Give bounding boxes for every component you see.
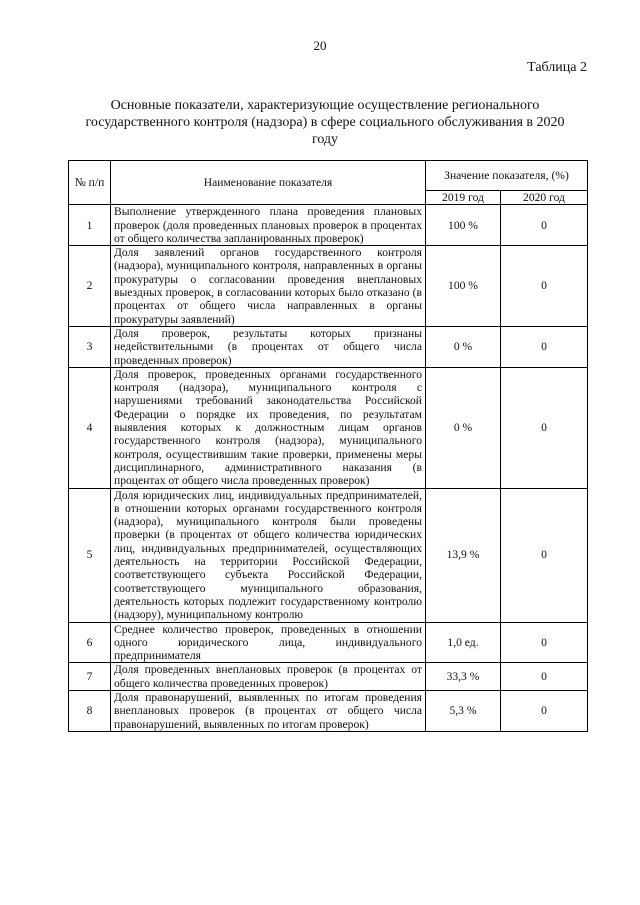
table-row bbox=[69, 690, 588, 731]
value-2019: 0 % bbox=[426, 367, 501, 488]
header-value-group: Значение показателя, (%) bbox=[426, 161, 588, 191]
table-row bbox=[69, 488, 588, 622]
value-2019: 5,3 % bbox=[426, 690, 501, 731]
row-number: 6 bbox=[69, 622, 111, 663]
indicator-name: Доля правонарушений, выявленных по итогам проведения внеплановых проверок (в процентах от общего числа правонарушений, выявленных по итогам проверок) bbox=[111, 690, 426, 731]
table-row bbox=[69, 326, 588, 367]
value-2020: 0 bbox=[501, 205, 588, 246]
table-title: Основные показатели, характеризующие осуществление регионального государственного контроля (надзора) в сфере социального обслуживания в 2020 году bbox=[85, 98, 565, 147]
value-2019: 33,3 % bbox=[426, 663, 501, 691]
value-2019: 100 % bbox=[426, 205, 501, 246]
value-2020: 0 bbox=[501, 326, 588, 367]
row-number: 8 bbox=[69, 690, 111, 731]
indicator-name: Доля юридических лиц, индивидуальных предпринимателей, в отношении которых органами государственного контроля (надзора), муниципального контроля были проведены проверки (в процентах от общего количества юридических лиц, индивидуальных предпринимателей, осуществляющих деятельность на территории Российской Федерации, соответствующего субъекта Российской Федерации, соответствующего муниципального образования, деятельность которых подлежит государственному контролю (надзору), муниципальному контролю bbox=[111, 488, 426, 622]
header-year-2019: 2019 год bbox=[426, 191, 501, 205]
indicators-table bbox=[68, 160, 588, 732]
indicator-name: Доля заявлений органов государственного контроля (надзора), муниципального контроля, направленных в органы прокуратуры о согласовании проведения внеплановых выездных проверок, в согласовании которых было отказано (в процентах от общего числа направленных в органы прокуратуры заявлений) bbox=[111, 246, 426, 327]
header-num: № п/п bbox=[69, 161, 111, 205]
value-2019: 13,9 % bbox=[426, 488, 501, 622]
row-number: 1 bbox=[69, 205, 111, 246]
indicator-name: Доля проведенных внеплановых проверок (в процентах от общего количества проведенных проверок) bbox=[111, 663, 426, 691]
value-2019: 100 % bbox=[426, 246, 501, 327]
value-2020: 0 bbox=[501, 488, 588, 622]
value-2020: 0 bbox=[501, 622, 588, 663]
row-number: 3 bbox=[69, 326, 111, 367]
value-2020: 0 bbox=[501, 367, 588, 488]
table-row bbox=[69, 663, 588, 691]
indicator-name: Доля проверок, проведенных органами государственного контроля (надзора), муниципального контроля с нарушениями требований законодательства Российской Федерации о порядке их проведения, по результатам выявления которых к должностным лицам органов государственного контроля (надзора), муниципального контроля, осуществившим такие проверки, применены меры дисциплинарного, административного наказания (в процентах от общего числа проведенных проверок) bbox=[111, 367, 426, 488]
indicator-name: Доля проверок, результаты которых признаны недействительными (в процентах от общего числа проведенных проверок) bbox=[111, 326, 426, 367]
row-number: 5 bbox=[69, 488, 111, 622]
table-header bbox=[69, 161, 588, 205]
row-number: 4 bbox=[69, 367, 111, 488]
page-number: 20 bbox=[313, 38, 327, 53]
value-2019: 0 % bbox=[426, 326, 501, 367]
indicator-name: Выполнение утвержденного плана проведения плановых проверок (доля проведенных плановых проверок в процентах от общего количества запланированных проверок) bbox=[111, 205, 426, 246]
table-row bbox=[69, 246, 588, 327]
value-2020: 0 bbox=[501, 690, 588, 731]
table-row bbox=[69, 367, 588, 488]
table-row bbox=[69, 205, 588, 246]
header-year-2020: 2020 год bbox=[501, 191, 588, 205]
header-name: Наименование показателя bbox=[111, 161, 426, 205]
table-body bbox=[69, 205, 588, 732]
value-2020: 0 bbox=[501, 663, 588, 691]
table-label: Таблица 2 bbox=[527, 60, 587, 75]
value-2019: 1,0 ед. bbox=[426, 622, 501, 663]
value-2020: 0 bbox=[501, 246, 588, 327]
row-number: 7 bbox=[69, 663, 111, 691]
indicator-name: Среднее количество проверок, проведенных в отношении одного юридического лица, индивидуального предпринимателя bbox=[111, 622, 426, 663]
row-number: 2 bbox=[69, 246, 111, 327]
table-row bbox=[69, 622, 588, 663]
